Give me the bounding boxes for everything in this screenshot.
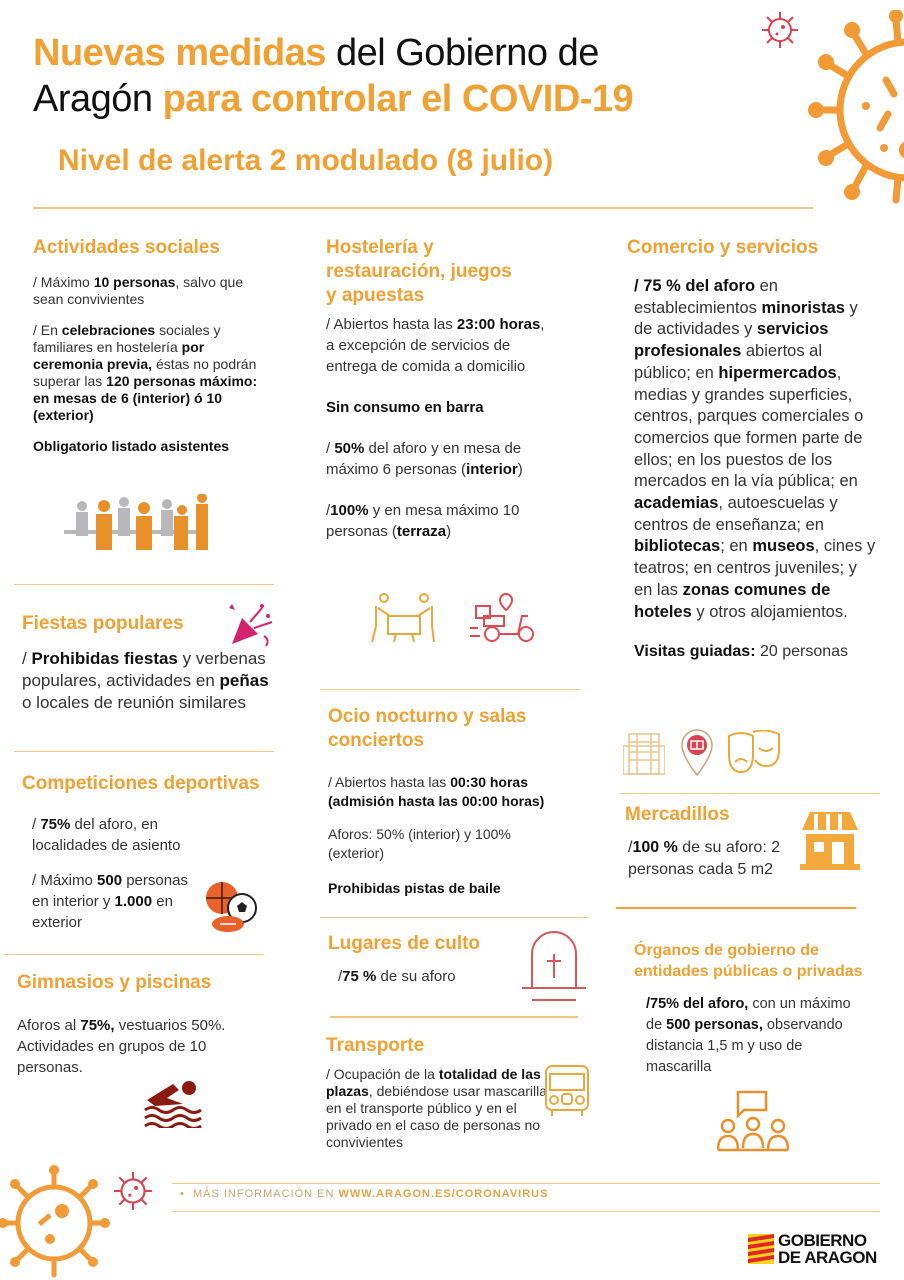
- title-text: del Gobierno de: [325, 32, 599, 74]
- section-actividades-sociales: [33, 236, 273, 469]
- hotel-building-icon: [623, 728, 665, 776]
- section-hosteleria: [326, 236, 556, 556]
- virus-small-icon: [112, 1170, 154, 1212]
- section-title: Hostelería y restauración, juegos y apuestas: [326, 237, 512, 306]
- section-title: Actividades sociales: [33, 237, 220, 258]
- info-url[interactable]: WWW.ARAGON.ES/CORONAVIRUS: [338, 1188, 549, 1200]
- section-title: Ocio nocturno y salas conciertos: [328, 706, 527, 751]
- virus-large-icon: [808, 10, 904, 210]
- divider: [14, 751, 274, 752]
- rule-text: Visitas guiadas: 20 personas: [634, 643, 849, 661]
- section-organos-gobierno: [634, 940, 894, 1078]
- rule-text: /100 % de su aforo: 2 personas cada 5 m2: [628, 839, 781, 878]
- alert-level-subtitle: Nivel de alerta 2 modulado (8 julio): [58, 144, 554, 177]
- title-highlight: para controlar el COVID-19: [162, 78, 634, 120]
- rule-text: / Abiertos hasta las 23:00 horas, a excepción de servicios de entrega de comida a domicilio: [326, 316, 545, 375]
- rule-text: / Abiertos hasta las 00:30 horas (admisión hasta las 00:00 horas): [328, 774, 545, 809]
- rule-text: / En celebraciones sociales y familiares en hostelería por ceremonia previa, éstas no podrán superar las 120 personas máximo: en mesas de 6 (interior) ó 10 (exterior): [33, 322, 258, 423]
- divider: [320, 689, 580, 690]
- gobierno-aragon-logo: [748, 1232, 877, 1266]
- bullet-icon: •: [180, 1188, 185, 1200]
- sports-balls-icon: [204, 880, 260, 934]
- library-pin-icon: [680, 728, 714, 778]
- rule-text: Aforos al 75%, vestuarios 50%. Actividades en grupos de 10 personas.: [17, 1017, 226, 1076]
- section-title: Órganos de gobierno de entidades públicas o privadas: [634, 942, 863, 980]
- party-popper-icon: [228, 600, 276, 650]
- section-lugares-culto: [328, 932, 528, 987]
- swimmer-icon: [143, 1078, 203, 1128]
- rule-text: / Máximo 500 personas en interior y 1.000 en exterior: [32, 872, 188, 931]
- divider: [320, 917, 588, 918]
- footer-divider-top: [172, 1183, 880, 1184]
- rule-text: Aforos: 50% (interior) y 100% (exterior): [328, 826, 511, 861]
- rule-text: /75% del aforo, con un máximo de 500 personas, observando distancia 1,5 m y uso de mascarilla: [646, 996, 851, 1075]
- logo-line-1: GOBIERNO: [778, 1231, 867, 1250]
- church-cross-icon: [518, 930, 590, 1002]
- divider: [4, 954, 264, 955]
- rule-text: /75 % de su aforo: [338, 968, 456, 985]
- section-ocio-nocturno: [328, 705, 588, 912]
- market-stall-icon: [800, 810, 860, 872]
- page-title: [33, 30, 633, 122]
- section-title: Fiestas populares: [22, 613, 184, 634]
- restaurant-people-icon: [62, 494, 212, 554]
- rule-text: Sin consumo en barra: [326, 399, 484, 416]
- divider: [620, 793, 880, 794]
- section-comercio-servicios: [627, 236, 877, 662]
- meeting-group-icon: [716, 1090, 790, 1158]
- section-title: Comercio y servicios: [627, 237, 819, 258]
- divider: [616, 907, 856, 909]
- divider: [14, 584, 274, 585]
- rule-text: Prohibidas pistas de baile: [328, 880, 501, 896]
- aragon-flag-icon: [748, 1234, 774, 1264]
- rule-text: /100% y en mesa máximo 10 personas (terraza): [326, 502, 520, 540]
- rule-text: / Ocupación de la totalidad de las plazas, debiéndose usar mascarilla en el transporte público y en el privado en el caso de personas no convivientes: [326, 1066, 548, 1150]
- rule-text: / Máximo 10 personas, salvo que sean convivientes: [33, 274, 244, 307]
- rule-text: / Prohibidas fiestas y verbenas populares, actividades en peñas o locales de reunión similares: [22, 649, 269, 712]
- section-mercadillos: [625, 803, 825, 881]
- section-title: Transporte: [326, 1035, 425, 1056]
- title-highlight: Nuevas medidas: [33, 32, 326, 74]
- rule-text: Obligatorio listado asistentes: [33, 438, 230, 454]
- bus-icon: [544, 1064, 590, 1118]
- section-gimnasios-piscinas: [17, 971, 242, 1078]
- section-transporte: [326, 1034, 566, 1151]
- virus-small-icon: [760, 10, 800, 50]
- section-title: Mercadillos: [625, 804, 730, 825]
- rule-text: / 50% del aforo y en mesa de máximo 6 personas (interior): [326, 440, 523, 478]
- header-divider: [33, 207, 813, 209]
- section-title: Competiciones deportivas: [22, 773, 260, 794]
- table-diners-icon: [370, 592, 436, 644]
- logo-line-2: DE ARAGON: [778, 1248, 877, 1267]
- more-info-link[interactable]: • MÁS INFORMACIÓN EN WWW.ARAGON.ES/CORONAVIRUS: [180, 1188, 549, 1200]
- divider: [330, 1016, 578, 1018]
- rule-text: / 75 % del aforo en establecimientos minoristas y de actividades y servicios profesionales abiertos al público; en hipermercados, medias y grandes superficies, centros, parques comerciales o comercios que formen parte de ellos; en los puestos de los mercados en la vía pública; en academias, autoescuelas y centros de enseñanza; en bibliotecas; en museos, cines y teatros; en centros juveniles; y en las zonas comunes de hoteles y otros alojamientos.: [634, 277, 876, 621]
- title-text: Aragón: [33, 78, 163, 120]
- footer-divider-bottom: [172, 1211, 880, 1212]
- virus-large-icon: [0, 1165, 110, 1280]
- theater-masks-icon: [727, 730, 783, 776]
- delivery-scooter-icon: [470, 592, 540, 644]
- section-title: Gimnasios y piscinas: [17, 972, 212, 993]
- section-title: Lugares de culto: [328, 933, 481, 954]
- rule-text: / 75% del aforo, en localidades de asiento: [32, 816, 181, 854]
